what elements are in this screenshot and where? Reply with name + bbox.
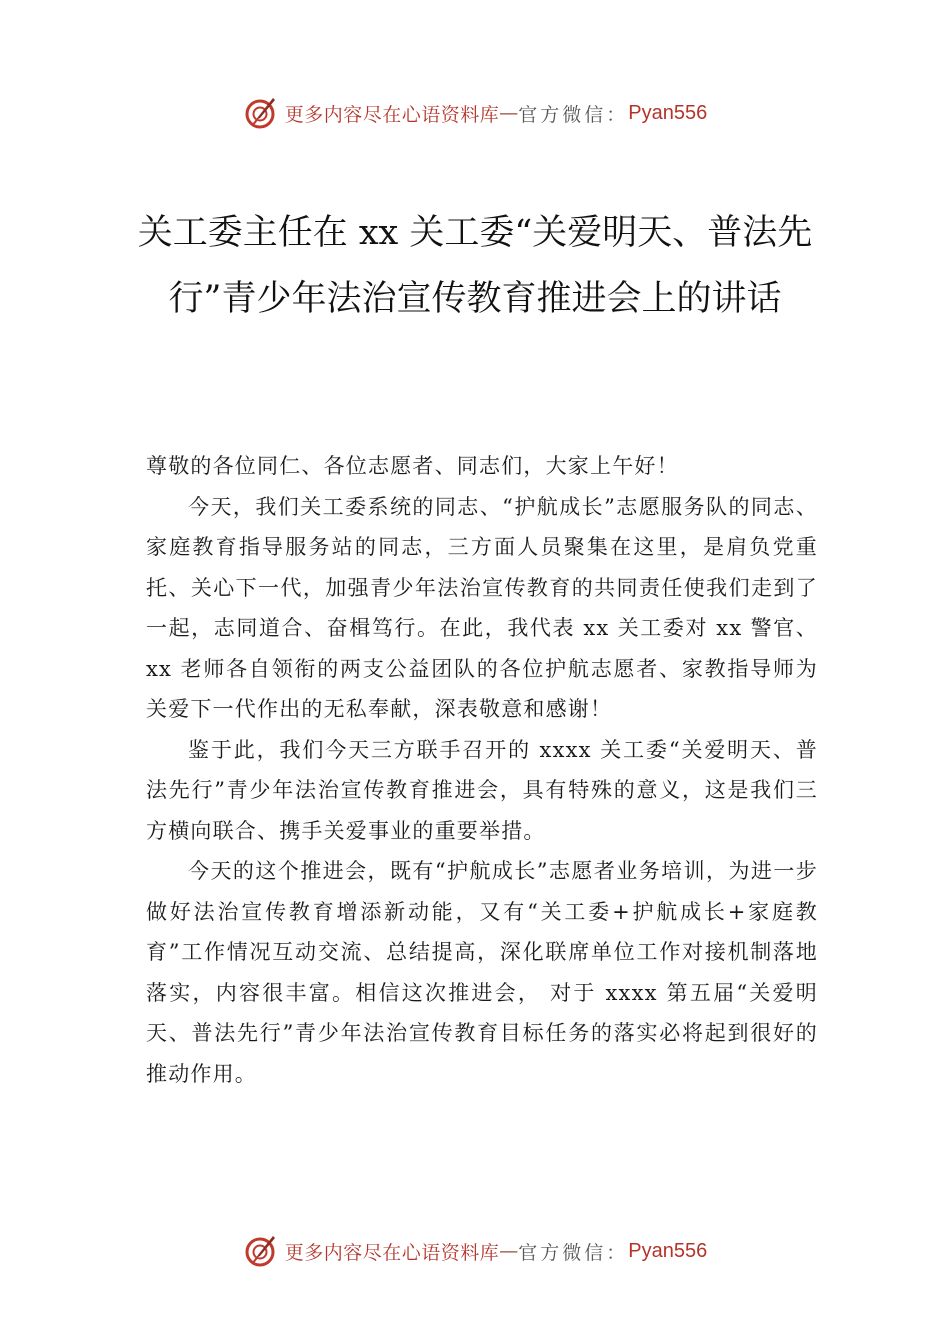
brush-logo-icon bbox=[243, 1233, 279, 1269]
paragraph-1: 今天，我们关工委系统的同志、“护航成长”志愿服务队的同志、家庭教育指导服务站的同志，三方面人员聚集在这里，是肩负党重托、关心下一代，加强青少年法治宣传教育的共同责任使我们走到了一起，志同道合、奋楫笃行。在此，我代表 xx 关工委对 xx 警官、xx 老师各自领衔的两支公益团队的各位护航志愿者、家教指导师为关爱下一代作出的无私奉献，深表敬意和感谢！ bbox=[146, 494, 818, 721]
banner-dash: — bbox=[499, 102, 519, 124]
wechat-label: 官方微信： bbox=[518, 103, 629, 126]
brush-logo-icon bbox=[243, 95, 279, 131]
library-text: 更多内容尽在心语资料库 bbox=[284, 103, 500, 126]
banner-dash: — bbox=[499, 1240, 519, 1262]
greeting: 尊敬的各位同仁、各位志愿者、同志们，大家上午好！ bbox=[146, 454, 679, 478]
paragraph-3: 今天的这个推进会，既有“护航成长”志愿者业务培训，为进一步做好法治宣传教育增添新动能，又有“关工委+护航成长+家庭教育”工作情况互动交流、总结提高，深化联席单位工作对接机制落地落实，内容很丰富。相信这次推进会， 对于 xxxx 第五届“关爱明天、普法先行”青少年法治宣传教育目标任务的落实必将起到很好的推动作用。 bbox=[146, 859, 818, 1086]
document-body bbox=[146, 446, 818, 1094]
footer-banner bbox=[0, 1231, 950, 1271]
document-title: 关工委主任在 xx 关工委“关爱明天、普法先行”青少年法治宣传教育推进会上的讲话 bbox=[137, 213, 813, 319]
wechat-id: Pyan556 bbox=[628, 1239, 708, 1262]
wechat-label: 官方微信： bbox=[518, 1241, 629, 1264]
library-text: 更多内容尽在心语资料库 bbox=[284, 1241, 500, 1264]
wechat-id: Pyan556 bbox=[628, 101, 708, 124]
header-banner bbox=[0, 93, 950, 133]
paragraph-2: 鉴于此，我们今天三方联手召开的 xxxx 关工委“关爱明天、普法先行”青少年法治宣传教育推进会，具有特殊的意义，这是我们三方横向联合、携手关爱事业的重要举措。 bbox=[146, 737, 818, 843]
